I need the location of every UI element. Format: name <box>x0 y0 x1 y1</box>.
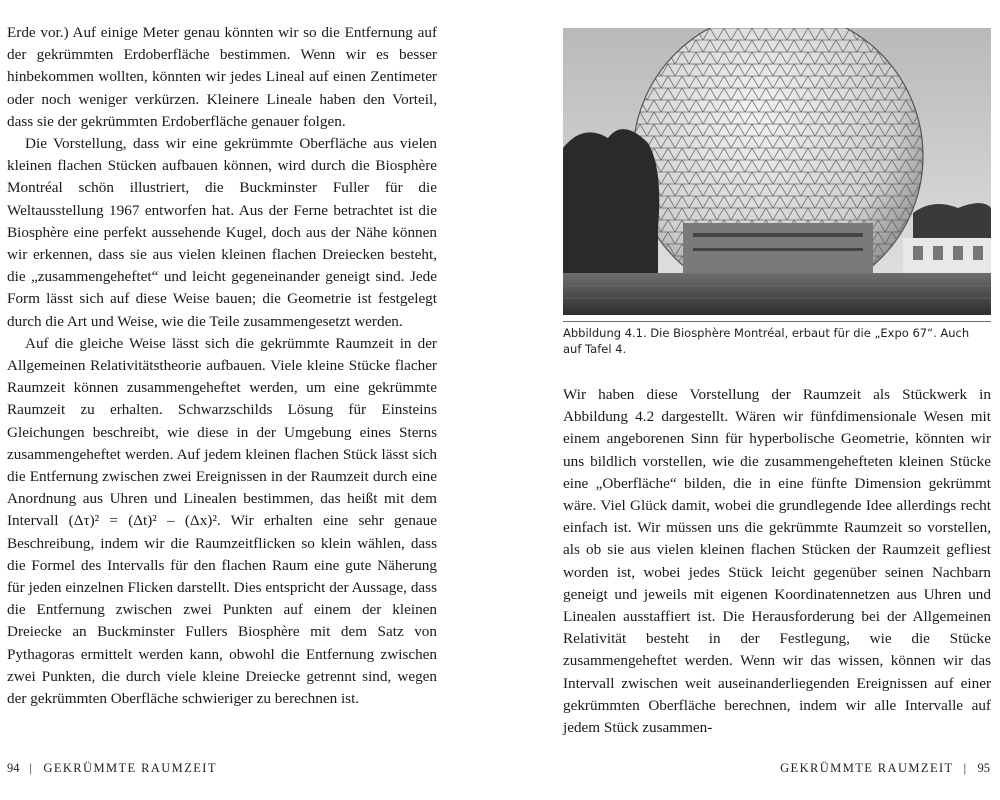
right-footer <box>780 761 990 776</box>
footer-separator: | <box>963 761 968 775</box>
right-page <box>500 0 1000 800</box>
right-page-number: 95 <box>977 761 990 775</box>
footer-separator: | <box>29 761 34 775</box>
right-running-head: GEKRÜMMTE RAUMZEIT <box>780 761 954 775</box>
right-body-text <box>563 384 991 739</box>
left-paragraph-3: Auf die gleiche Weise lässt sich die gekrümmte Raumzeit in der Allgemeinen Relativitätstheorie aufbauen. Viele kleine Stücke flacher Raumzeit können zusammengeheftet werden, um eine gekrümmte Raumzeit zu erhalten. Schwarzschilds Lösung für Einsteins Gleichungen beschreibt, wie diese in der Umgebung eines Sterns zusammengeheftet werden. Auf jedem kleinen flachen Stück lässt sich die Entfernung zwischen zwei Ereignissen in der Raumzeit durch eine Anordnung aus Uhren und Linealen bestimmen, das heißt mit dem Intervall (Δτ)² = (Δt)² – (Δx)². Wir erhalten eine sehr genaue Beschreibung, indem wir die Raumzeitflicken so klein wählen, dass die Formel des Intervalls für den flachen Raum eine gute Näherung für jeden einzelnen Flicken darstellt. Dies entspricht der Aussage, dass die Entfernung zwischen zwei Punkten auf einem der kleinen Dreiecke an Buckminster Fullers Biosphère mit dem Satz von Pythagoras ermittelt werden kann, obwohl die Entfernung zwischen zwei Punkten, die durch viele kleine Dreiecke getrennt sind, wegen der gekrümmten Oberfläche schwieriger zu berechnen ist. <box>7 334 437 708</box>
left-body-text <box>7 22 437 710</box>
figure-caption: Abbildung 4.1. Die Biosphère Montréal, erbaut für die „Expo 67“. Auch auf Tafel 4. <box>563 321 991 357</box>
left-page-number: 94 <box>7 761 20 775</box>
biosphere-photo <box>563 28 991 315</box>
left-footer <box>7 761 217 776</box>
left-running-head: GEKRÜMMTE RAUMZEIT <box>43 761 217 775</box>
right-paragraph-1: Wir haben diese Vorstellung der Raumzeit als Stückwerk in Abbildung 4.2 dargestellt. Wären wir fünfdimensionale Wesen mit einem angeborenen Sinn für hyperbolische Geometrie, könnten wir uns bildlich vorstellen, wie die zusammengehefteten kleinen Stücke eine „Oberfläche“ bilden, die in eine fünfte Dimension gekrümmt wäre. Viel Glück damit, wobei die grundlegende Idee allerdings recht einfach ist. Wir müssen uns die gekrümmte Raumzeit so vorstellen, als ob sie aus vielen kleinen flachen Stücken der Raumzeit gefliest worden ist, wobei jedes Stück leicht gegenüber seinen Nachbarn geneigt und jeweils mit eigenen Koordinatennetzen aus Uhren und Linealen ausstaffiert ist. Die Herausforderung bei der Allgemeinen Relativität besteht in der Festlegung, wie die Stücke zusammengeheftet werden. Wenn wir das wissen, können wir das Intervall zwischen weit auseinanderliegenden Ereignissen auf einer gekrümmten Oberfläche berechnen, indem wir alle Intervalle auf jedem Stück zusammen- <box>563 386 991 737</box>
left-paragraph-1: Erde vor.) Auf einige Meter genau könnten wir so die Entfernung auf der gekrümmten Erdoberfläche bestimmen. Wenn wir es besser hinbekommen wollten, könnten wir jedes Lineal auf einen Zentimeter oder noch weniger verkürzen. Kleinere Lineale haben den Vorteil, dass sie der gekrümmten Erdoberfläche genauer folgen. <box>7 24 437 130</box>
left-paragraph-2: Die Vorstellung, dass wir eine gekrümmte Oberfläche aus vielen kleinen flachen Stücken aufbauen können, wird durch die Biosphère Montréal schön illustriert, die Buckminster Fuller für die Weltausstellung 1967 entworfen hat. Aus der Ferne betrachtet ist die Biosphère eine perfekt aussehende Kugel, doch aus der Nähe können wir erkennen, dass sie aus vielen kleinen flachen Dreiecken besteht, die „zusammengeheftet“ und leicht gegeneinander geneigt sind. Jede Form lässt sich auf diese Weise bauen; die Geometrie ist festgelegt durch die Art und Weise, wie die Teile zusammengesetzt werden. <box>7 135 437 330</box>
